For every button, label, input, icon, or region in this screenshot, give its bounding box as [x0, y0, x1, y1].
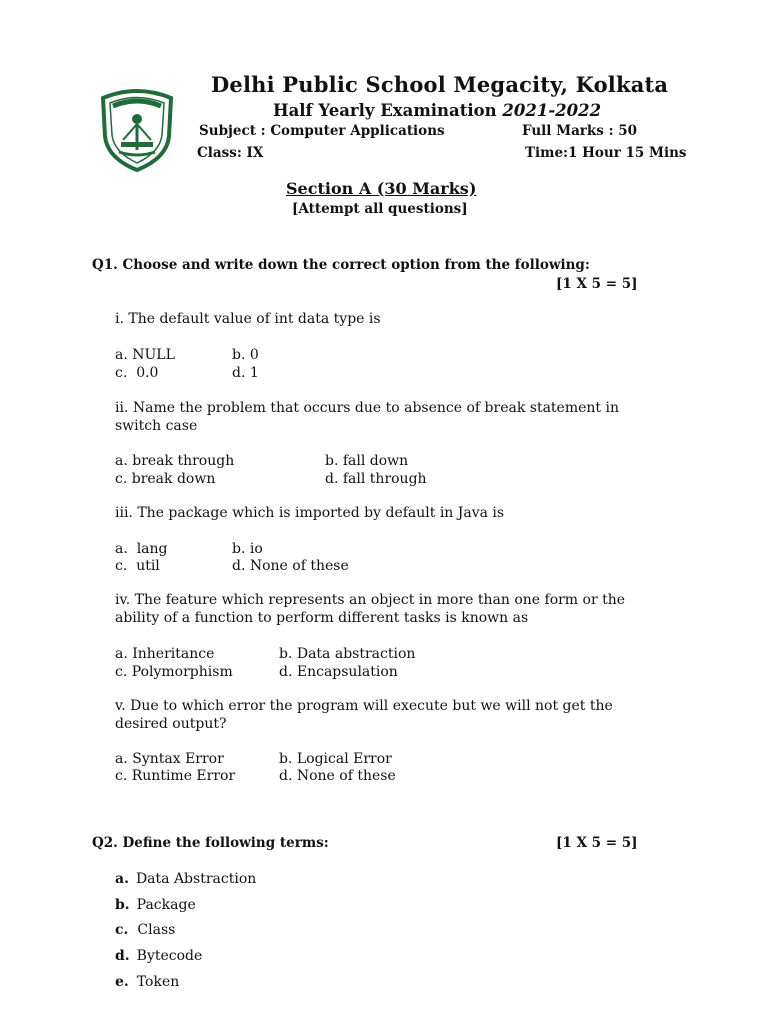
q2-term-text: Token: [136, 974, 180, 990]
q2-term-letter: a.: [115, 871, 129, 887]
q1-i-option-b: b. 0: [232, 347, 259, 363]
q1-iii-option-d: d. None of these: [232, 558, 349, 574]
q1-v-option-b: b. Logical Error: [279, 751, 392, 767]
class-label: Class: IX: [197, 145, 264, 161]
q2-term-letter: d.: [115, 948, 130, 964]
section-title: Section A (30 Marks): [286, 179, 477, 198]
q1-iii-option-b: b. io: [232, 541, 263, 557]
q1-i-stem: i. The default value of int data type is: [115, 311, 381, 327]
q1-ii-option-a: a. break through: [115, 453, 235, 469]
q1-iii-option-a: a. lang: [115, 541, 168, 557]
exam-title: [273, 101, 601, 120]
q2-term-text: Package: [136, 897, 196, 913]
q1-iv-stem-line1: iv. The feature which represents an object in more than one form or the: [115, 592, 626, 608]
q1-v-stem-line1: v. Due to which error the program will execute but we will not get the: [115, 698, 613, 714]
exam-name: Half Yearly Examination: [273, 101, 497, 120]
q1-marks: [1 X 5 = 5]: [556, 276, 638, 292]
q1-i-option-c: c. 0.0: [115, 365, 159, 381]
q2-term: [115, 897, 196, 913]
q2-marks: [1 X 5 = 5]: [556, 835, 638, 851]
q1-i-option-d: d. 1: [232, 365, 259, 381]
time-label: Time:1 Hour 15 Mins: [525, 145, 687, 161]
q2-term-letter: c.: [115, 922, 129, 938]
q1-iv-option-a: a. Inheritance: [115, 646, 215, 662]
q2-term: [115, 974, 179, 990]
q1-ii-stem-line2: switch case: [115, 418, 198, 434]
q1-v-option-a: a. Syntax Error: [115, 751, 224, 767]
q1-heading: Q1. Choose and write down the correct option from the following:: [92, 257, 590, 273]
q1-v-option-d: d. None of these: [279, 768, 396, 784]
q1-iii-stem: iii. The package which is imported by default in Java is: [115, 505, 505, 521]
q1-ii-option-b: b. fall down: [325, 453, 409, 469]
q1-i-option-a: a. NULL: [115, 347, 175, 363]
q1-v-stem-line2: desired output?: [115, 716, 227, 732]
q2-term-text: Data Abstraction: [135, 871, 257, 887]
q1-ii-option-d: d. fall through: [325, 471, 427, 487]
q2-term-letter: b.: [115, 897, 130, 913]
subject-label: Subject : Computer Applications: [199, 123, 445, 139]
q1-ii-stem-line1: ii. Name the problem that occurs due to absence of break statement in: [115, 400, 619, 416]
q1-v-option-c: c. Runtime Error: [115, 768, 236, 784]
q1-iv-option-b: b. Data abstraction: [279, 646, 416, 662]
q2-term-text: Class: [137, 922, 176, 938]
school-name: Delhi Public School Megacity, Kolkata: [211, 72, 669, 97]
q2-term-text: Bytecode: [136, 948, 203, 964]
full-marks-label: Full Marks : 50: [522, 123, 638, 139]
q1-iv-option-d: d. Encapsulation: [279, 664, 398, 680]
q2-term-letter: e.: [115, 974, 129, 990]
section-instruction: [Attempt all questions]: [292, 201, 468, 217]
q1-iv-stem-line2: ability of a function to perform different tasks is known as: [115, 610, 529, 626]
q2-term: [115, 871, 256, 887]
q1-iii-option-c: c. util: [115, 558, 160, 574]
exam-year: 2021-2022: [502, 101, 602, 120]
q2-heading: Q2. Define the following terms:: [92, 835, 329, 851]
q1-iv-option-c: c. Polymorphism: [115, 664, 233, 680]
school-crest-icon: [97, 86, 177, 172]
q2-term: [115, 922, 175, 938]
q2-term: [115, 948, 202, 964]
q1-ii-option-c: c. break down: [115, 471, 216, 487]
